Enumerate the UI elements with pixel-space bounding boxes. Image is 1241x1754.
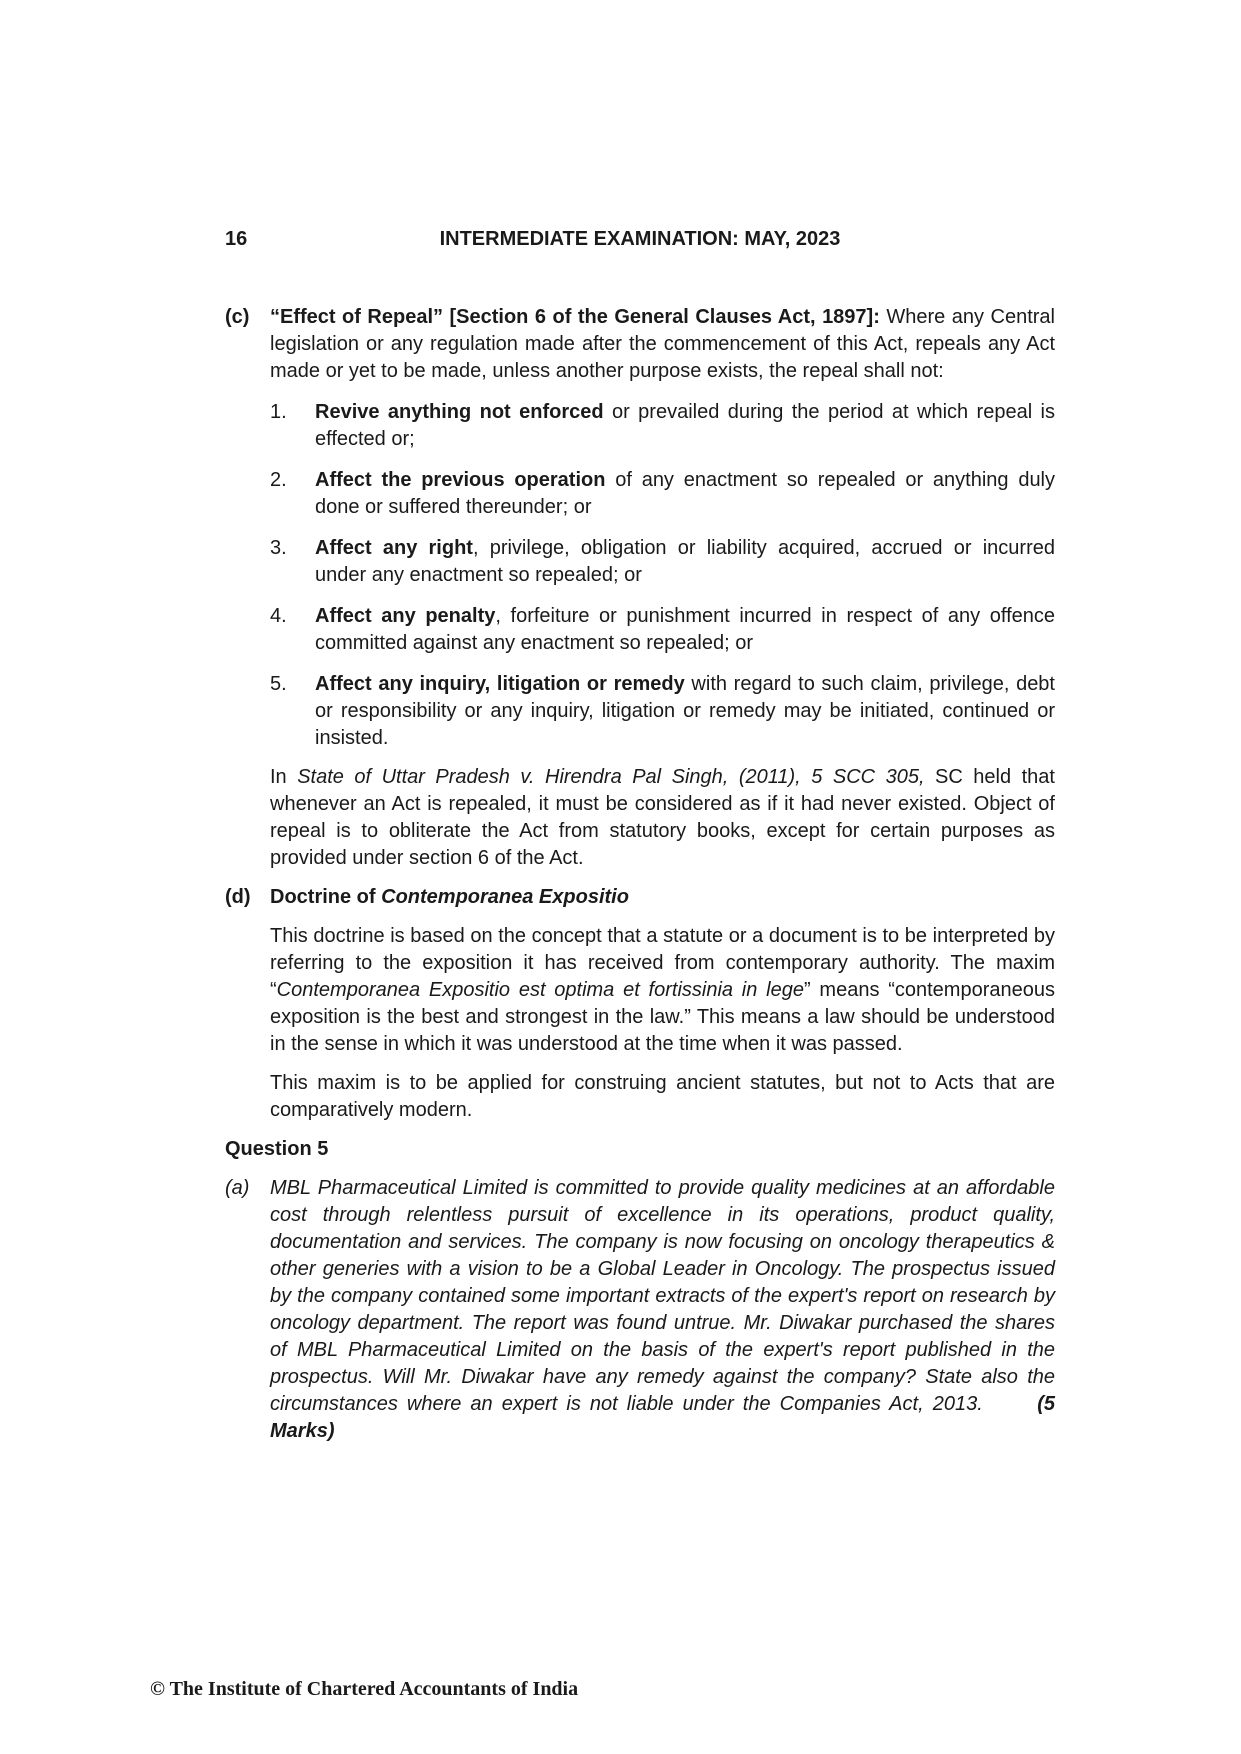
section-d-heading: Doctrine of Contemporanea Expositio [270,886,629,908]
question-marks: (5 Marks) [270,1393,1056,1442]
page-header [225,226,1055,253]
running-title: INTERMEDIATE EXAMINATION: MAY, 2023 [439,228,841,250]
list-item: 5. Affect any inquiry, litigation or remedy with regard to such claim, privilege, debt or responsibility or any inquiry, litigation or remedy may be initiated, continued or insisted. [270,673,1055,749]
case-citation: State of Uttar Pradesh v. Hirendra Pal Singh, (2011), 5 SCC 305, [297,766,925,788]
repeal-points-list [270,399,1055,752]
doctrine-paragraph-2: This maxim is to be applied for construing ancient statutes, but not to Acts that are comparatively modern. [270,1072,1055,1121]
list-item: 1. Revive anything not enforced or prevailed during the period at which repeal is effected or; [270,401,1055,450]
list-item: 3. Affect any right, privilege, obligation or liability acquired, accrued or incurred under any enactment so repealed; or [270,537,1055,586]
maxim-text: Contemporanea Expositio est optima et fortissinia in lege [276,979,804,1001]
section-d-label: (d) [225,886,251,908]
question-text: MBL Pharmaceutical Limited is committed to provide quality medicines at an affordable cost through relentless pursuit of excellence in its operations, product quality, documentation and services. The company is now focusing on oncology therapeutics & other generies with a vision to be a Global Leader in Oncology. The prospectus issued by the company contained some important extracts of the expert's report on research by oncology department. The report was found untrue. Mr. Diwakar purchased the shares of MBL Pharmaceutical Limited on the basis of the expert's report published in the prospectus. Will Mr. Diwakar have any remedy against the company? State also the circumstances where an expert is not liable under the Companies Act, 2013. (5 Marks) [270,1177,1056,1442]
section-c-intro [270,304,1055,385]
question-label: (a) [225,1177,250,1199]
page-content [225,304,1055,1445]
case-law-paragraph: In State of Uttar Pradesh v. Hirendra Pal Singh, (2011), 5 SCC 305, SC held that whenever an Act is repealed, it must be considered as if it had never existed. Object of repeal is to obliterate the Act from statutory books, except for certain purposes as provided under section 6 of the Act. [270,766,1055,869]
question-title: Question 5 [225,1138,329,1160]
list-item: 2. Affect the previous operation of any enactment so repealed or anything duly done or suffered thereunder; or [270,469,1056,518]
section-c-label: (c) [225,306,250,328]
section-c [225,304,1055,385]
doctrine-paragraph-1: This doctrine is based on the concept that a statute or a document is to be interpreted by referring to the exposition it has received from contemporary authority. The maxim “Contemporanea Expositio est optima et fortissinia in lege” means “contemporaneous exposition is the best and strongest in the law.” This means a law should be understood in the sense in which it was understood at the time when it was passed. [270,925,1055,1055]
page-number: 16 [225,228,248,250]
section-c-intro-text: Where any Central legislation or any regulation made after the commencement of this Act, repeals any Act made or yet to be made, unless another purpose exists, the repeal shall not: [270,306,1055,382]
section-d [225,884,1055,911]
list-item: 4. Affect any penalty, forfeiture or punishment incurred in respect of any offence committed against any enactment so repealed; or [270,605,1055,654]
question-5a [225,1175,1055,1445]
copyright-footer: © The Institute of Chartered Accountants of India [150,1678,579,1700]
section-c-heading: “Effect of Repeal” [Section 6 of the General Clauses Act, 1897]: [270,306,880,328]
